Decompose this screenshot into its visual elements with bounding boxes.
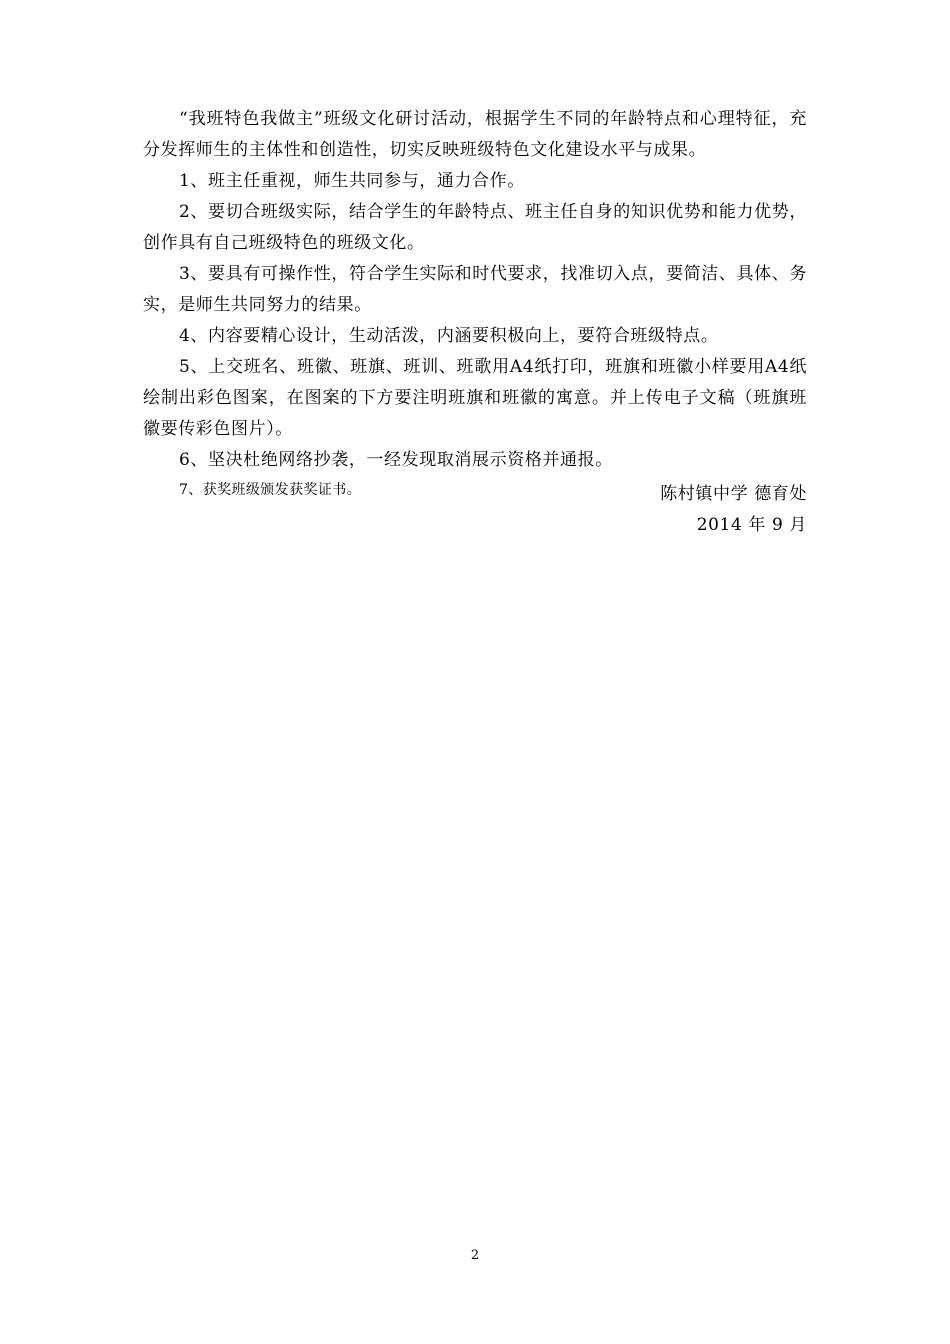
document-body (143, 104, 807, 505)
requirement-item-5: 5、上交班名、班徽、班旗、班训、班歌用A4纸打印，班旗和班徽小样要用A4纸绘制出彩色图案，在图案的下方要注明班旗和班徽的寓意。并上传电子文稿（班旗班徽要传彩色图片）。 (143, 357, 807, 439)
signature-date: 2014 年 9 月 (696, 515, 807, 535)
signature-organization: 陈村镇中学 德育处 (660, 484, 807, 504)
requirement-item-2: 2、要切合班级实际，结合学生的年龄特点、班主任自身的知识优势和能力优势，创作具有自己班级特色的班级文化。 (143, 202, 807, 253)
requirement-item-4: 4、内容要精心设计，生动活泼，内涵要积极向上，要符合班级特点。 (179, 326, 719, 346)
requirement-item-3: 3、要具有可操作性，符合学生实际和时代要求，找准切入点，要简洁、具体、务实，是师生共同努力的结果。 (143, 264, 807, 315)
intro-paragraph: “我班特色我做主”班级文化研讨活动，根据学生不同的年龄特点和心理特征，充分发挥师生的主体性和创造性，切实反映班级特色文化建设水平与成果。 (143, 109, 807, 160)
requirement-item-7: 7、获奖班级颁发获奖证书。 (179, 482, 362, 498)
requirement-item-6: 6、坚决杜绝网络抄袭，一经发现取消展示资格并通报。 (179, 450, 613, 470)
page-number: 2 (470, 1248, 480, 1263)
requirement-item-1: 1、班主任重视，师生共同参与，通力合作。 (179, 171, 525, 191)
